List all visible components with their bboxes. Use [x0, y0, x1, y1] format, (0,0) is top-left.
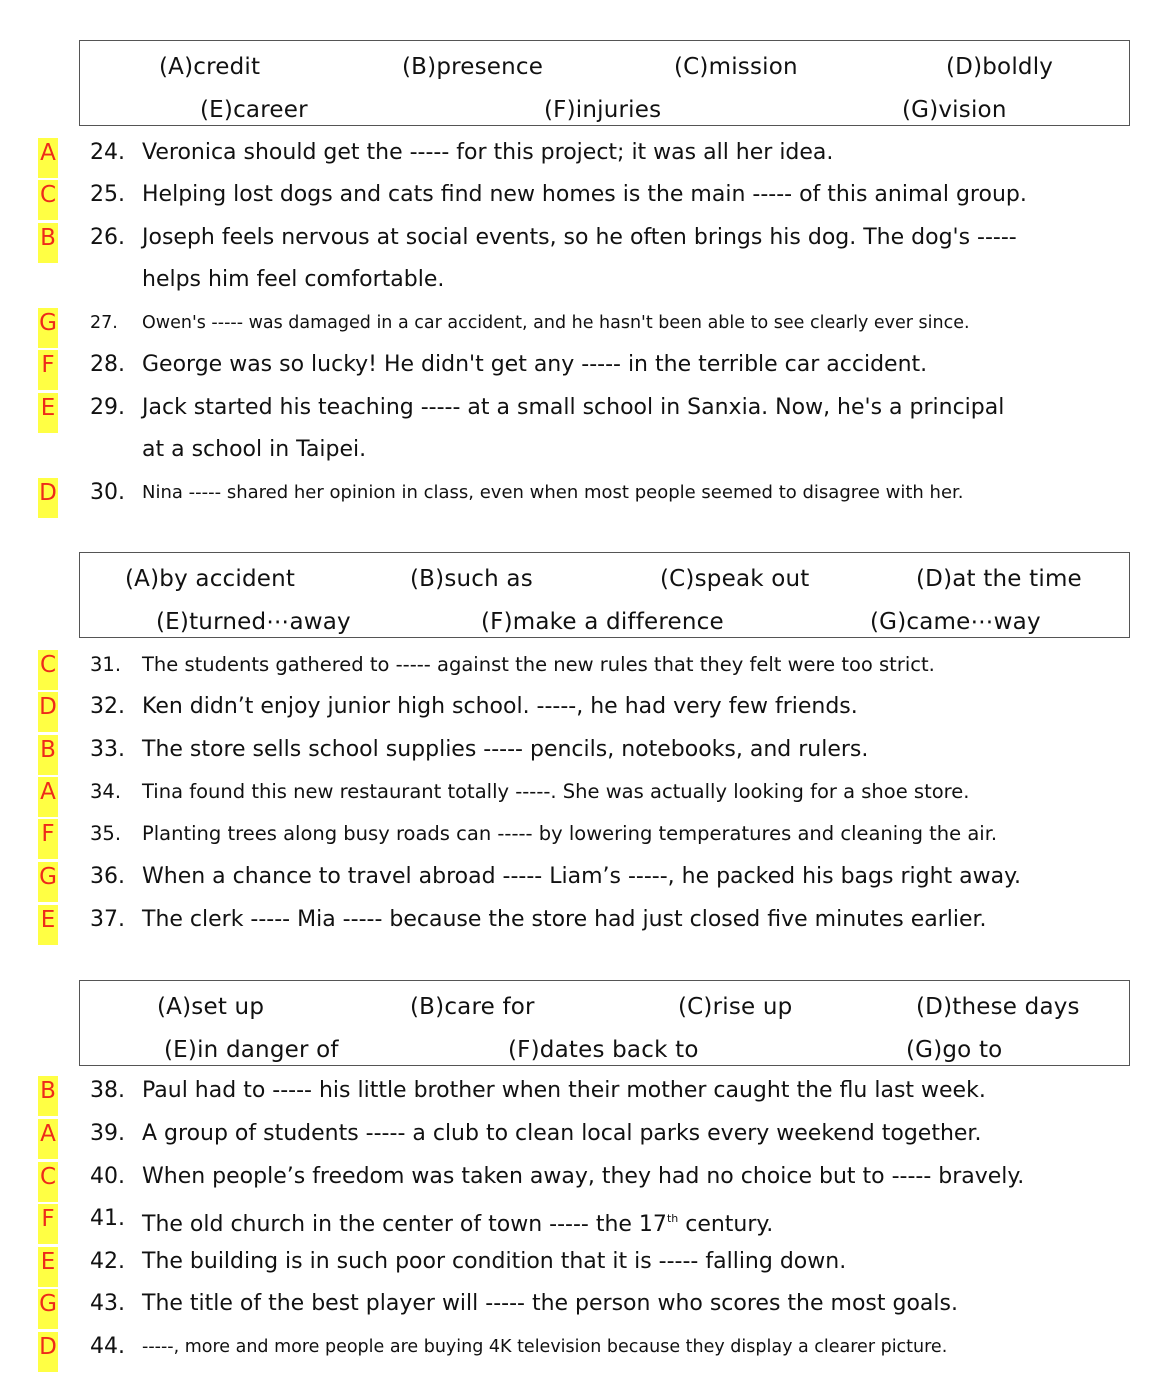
question-text-after: century. — [678, 1212, 774, 1237]
question-text: Planting trees along busy roads can ----- by lowering temperatures and cleaning the air. — [142, 822, 998, 845]
answer-key: A — [38, 1119, 58, 1159]
answer-key: B — [38, 735, 58, 775]
question-number: 43. — [90, 1291, 125, 1316]
answer-key: D — [38, 692, 58, 732]
question-number: 34. — [90, 780, 122, 803]
question-text: Helping lost dogs and cats find new homes is the main ----- of this animal group. — [142, 182, 1027, 207]
answer-key: C — [38, 1162, 58, 1202]
answer-key: E — [38, 1247, 58, 1287]
answer-key: C — [38, 650, 58, 690]
question-text: Ken didn’t enjoy junior high school. -----, he had very few friends. — [142, 694, 858, 719]
word-bank-box-2 — [79, 552, 1130, 638]
question-number: 27. — [90, 313, 118, 333]
answer-key: F — [38, 350, 58, 390]
question-text: Nina ----- shared her opinion in class, even when most people seemed to disagree with her. — [142, 482, 964, 503]
word-bank-box-3 — [79, 980, 1130, 1066]
question-36 — [0, 862, 1168, 894]
question-43 — [0, 1289, 1168, 1321]
question-text: When people’s freedom was taken away, they had no choice but to ----- bravely. — [142, 1164, 1025, 1189]
option-c: (C)mission — [674, 54, 798, 80]
question-text-continuation: helps him feel comfortable. — [142, 267, 445, 292]
option-a: (A)set up — [157, 994, 265, 1020]
question-text-main: The old church in the center of town ----- the 17 — [142, 1212, 667, 1237]
question-number: 37. — [90, 907, 125, 932]
question-30 — [0, 478, 1168, 510]
question-text: The building is in such poor condition that it is ----- falling down. — [142, 1249, 847, 1274]
question-number: 40. — [90, 1164, 125, 1189]
option-g: (G)vision — [902, 97, 1007, 123]
question-text: Jack started his teaching ----- at a small school in Sanxia. Now, he's a principal — [142, 395, 1005, 420]
option-b: (B)such as — [410, 566, 533, 592]
question-32 — [0, 692, 1168, 724]
answer-key: G — [38, 1289, 58, 1329]
question-number: 31. — [90, 653, 122, 676]
question-37 — [0, 905, 1168, 937]
question-26 — [0, 223, 1168, 292]
question-42 — [0, 1247, 1168, 1279]
question-number: 39. — [90, 1121, 125, 1146]
answer-key: G — [38, 862, 58, 902]
option-a: (A)credit — [159, 54, 261, 80]
question-40 — [0, 1162, 1168, 1194]
question-text: Owen's ----- was damaged in a car accident, and he hasn't been able to see clearly ever since. — [142, 313, 970, 333]
question-number: 35. — [90, 822, 122, 845]
question-27 — [0, 308, 1168, 340]
answer-key: F — [38, 819, 58, 859]
question-number: 29. — [90, 395, 125, 420]
ordinal-suffix: th — [666, 1212, 679, 1225]
question-number: 28. — [90, 352, 125, 377]
option-b: (B)presence — [402, 54, 544, 80]
question-28 — [0, 350, 1168, 382]
answer-key: E — [38, 393, 58, 433]
option-e: (E)turned⋯away — [156, 609, 351, 635]
question-number: 41. — [90, 1206, 125, 1231]
answer-key: D — [38, 478, 58, 518]
option-b: (B)care for — [410, 994, 535, 1020]
question-number: 25. — [90, 182, 125, 207]
question-text: The clerk ----- Mia ----- because the store had just closed five minutes earlier. — [142, 907, 987, 932]
option-g: (G)came⋯way — [870, 609, 1041, 635]
question-text: -----, more and more people are buying 4K television because they display a clearer picture. — [142, 1337, 948, 1357]
option-f: (F)injuries — [544, 97, 662, 123]
answer-key: A — [38, 138, 58, 178]
question-number: 44. — [90, 1334, 125, 1359]
question-text: The title of the best player will ----- the person who scores the most goals. — [142, 1291, 958, 1316]
question-text: When a chance to travel abroad ----- Liam’s -----, he packed his bags right away. — [142, 864, 1021, 889]
question-text: The students gathered to ----- against the new rules that they felt were too strict. — [142, 653, 935, 676]
option-d: (D)at the time — [916, 566, 1082, 592]
question-text: George was so lucky! He didn't get any ----- in the terrible car accident. — [142, 352, 928, 377]
option-a: (A)by accident — [125, 566, 296, 592]
question-35 — [0, 819, 1168, 851]
answer-key: B — [38, 223, 58, 263]
question-33 — [0, 735, 1168, 767]
question-41 — [0, 1204, 1168, 1236]
question-number: 24. — [90, 140, 125, 165]
question-number: 38. — [90, 1078, 125, 1103]
question-text: Tina found this new restaurant totally -----. She was actually looking for a shoe store. — [142, 780, 970, 803]
option-e: (E)in danger of — [164, 1037, 339, 1063]
question-text: Joseph feels nervous at social events, so he often brings his dog. The dog's ----- — [142, 225, 1017, 250]
question-text: A group of students ----- a club to clean local parks every weekend together. — [142, 1121, 982, 1146]
question-number: 42. — [90, 1249, 125, 1274]
answer-key: E — [38, 905, 58, 945]
option-c: (C)speak out — [660, 566, 810, 592]
option-c: (C)rise up — [678, 994, 793, 1020]
question-29 — [0, 393, 1168, 462]
question-38 — [0, 1076, 1168, 1108]
answer-key: B — [38, 1076, 58, 1116]
question-39 — [0, 1119, 1168, 1151]
option-d: (D)boldly — [946, 54, 1054, 80]
question-number: 30. — [90, 480, 125, 505]
option-g: (G)go to — [906, 1037, 1003, 1063]
question-text-continuation: at a school in Taipei. — [142, 437, 367, 462]
answer-key: G — [38, 308, 58, 348]
question-24 — [0, 138, 1168, 170]
question-number: 32. — [90, 694, 125, 719]
question-text — [142, 1204, 773, 1240]
question-44 — [0, 1332, 1168, 1364]
question-text: The store sells school supplies ----- pencils, notebooks, and rulers. — [142, 737, 869, 762]
answer-key: D — [38, 1332, 58, 1372]
question-25 — [0, 180, 1168, 212]
option-e: (E)career — [200, 97, 308, 123]
question-number: 36. — [90, 864, 125, 889]
answer-key: A — [38, 777, 58, 817]
option-f: (F)make a difference — [481, 609, 724, 635]
answer-key: F — [38, 1204, 58, 1244]
question-31 — [0, 650, 1168, 682]
option-f: (F)dates back to — [508, 1037, 699, 1063]
question-text: Paul had to ----- his little brother when their mother caught the flu last week. — [142, 1078, 986, 1103]
question-number: 33. — [90, 737, 125, 762]
answer-key: C — [38, 180, 58, 220]
question-number: 26. — [90, 225, 125, 250]
question-text: Veronica should get the ----- for this project; it was all her idea. — [142, 140, 834, 165]
question-34 — [0, 777, 1168, 809]
word-bank-box-1 — [79, 40, 1130, 126]
option-d: (D)these days — [916, 994, 1080, 1020]
